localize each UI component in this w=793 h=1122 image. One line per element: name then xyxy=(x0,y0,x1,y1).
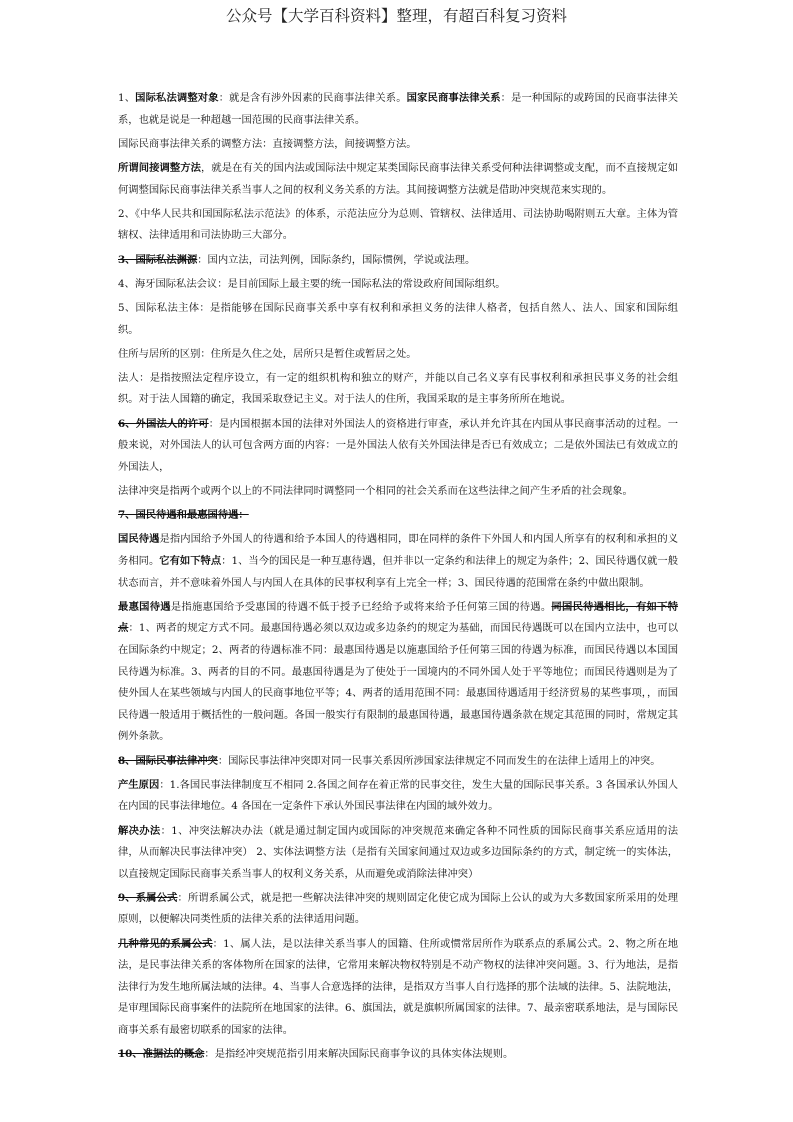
paragraph xyxy=(118,298,678,341)
paragraph-text: 法人：是指按照法定程序设立，有一定的组织机构和独立的财产，并能以自己名义享有民事权利和承担民事义务的社会组织。对于法人国籍的确定，我国采取登记主义。对于法人的住所，我国采取的是主事务所所在地说。 xyxy=(118,371,678,406)
paragraph-text: ：是一种国际的或跨国的民商事法律关系，也就是说是一种超越一国范围的民商事法律关系。 xyxy=(118,92,679,126)
paragraph-text: ：1、冲突法解决办法（就是通过制定国内或国际的冲突规范来确定各种不同性质的国际民商事关系应适用的法律，从而解决民事法律冲突） 2、实体法调整方法（是指有关国家间通过双边或多边国际条约的方式，制定统一的实体法，以直接规定国际民商事关系当事人的权利义务关系，从而避免或消除法律冲突） xyxy=(118,824,678,880)
term-heading: 国际私法调整对象 xyxy=(135,92,219,104)
term-heading: 3、国际私法渊源 xyxy=(118,253,198,266)
paragraph xyxy=(118,751,678,773)
term-heading: 国家民商事法律关系 xyxy=(406,92,501,104)
paragraph xyxy=(118,529,678,594)
paragraph-text: ：1.各国民事法律制度互不相同 2.各国之间存在着正常的民事交往，发生大量的国际民事关系。3 各国承认外国人在内国的民事法律地位。4 各国在一定条件下承认外国民事法律在内国的域外效力。 xyxy=(118,778,678,813)
term-heading: 9、系属公式 xyxy=(118,891,178,904)
paragraph xyxy=(118,888,678,931)
paragraph-text: ：国际民事法律冲突即对同一民事关系因所涉国家法律规定不同而发生的在法律上适用上的冲突。 xyxy=(217,754,661,767)
term-heading: 解决办法 xyxy=(118,824,161,837)
paragraph xyxy=(118,134,678,156)
paragraph xyxy=(118,934,678,1042)
term-heading: 几种常见的系属公式 xyxy=(118,937,213,950)
paragraph xyxy=(118,274,678,296)
term-heading: 8、国际民事法律冲突 xyxy=(118,754,218,767)
paragraph-text: 住所与居所的区别：住所是久住之处，居所只是暂住或暂居之处。 xyxy=(118,347,417,360)
paragraph-text: ：是内国根据本国的法律对外国法人的资格进行审查，承认并允许其在内国从事民商事活动的过程。一般来说，对外国法人的认可包含两方面的内容：一是外国法人依有关外国法律是否已有效成立；二是依外国法已有效成立的外国法人， xyxy=(118,417,678,473)
paragraph-text: 是指施惠国给予受惠国的待遇不低于授予已经给予或将来给予任何第三国的待遇。 xyxy=(170,600,552,613)
paragraph xyxy=(118,821,678,886)
paragraph-text: ：所谓系属公式，就是把一些解决法律冲突的规则固定化使它成为国际上公认的或为大多数国家所采用的处理原则，以便解决同类性质的法律关系的法律适用问题。 xyxy=(118,891,678,926)
paragraph-text: ：是指经冲突规范指引用来解决国际民商事争议的具体实体法规则。 xyxy=(204,1048,514,1061)
paragraph-text: ：国内立法，司法判例，国际条约，国际惯例，学说或法理。 xyxy=(197,253,476,266)
paragraph-text: 2、《中华人民共和国国际私法示范法》的体系，示范法应分为总则、管辖权、法律适用、司法协助喝附则五大章。主体为管辖权、法律适用和司法协助三大部分。 xyxy=(118,207,678,242)
paragraph xyxy=(118,414,678,479)
page-header: 公众号【大学百科资料】整理，有超百科复习资料 xyxy=(225,7,567,25)
term-heading: 10、准据法的概念 xyxy=(118,1048,205,1061)
term-heading: 最惠国待遇 xyxy=(118,600,171,613)
term-heading: 它有如下特点 xyxy=(159,555,222,567)
paragraph xyxy=(118,204,678,247)
paragraph xyxy=(118,1044,678,1066)
term-heading: 6、外国法人的许可 xyxy=(118,417,209,430)
document-body xyxy=(118,88,678,1068)
paragraph xyxy=(118,505,678,527)
paragraph xyxy=(118,158,678,201)
paragraph xyxy=(118,597,678,748)
paragraph-text: ，就是在有关的国内法或国际法中规定某类国际民商事法律关系受何种法律调整或支配，而不直接规定如何调整国际民商事法律关系当事人之间的权利义务关系的方法。其间接调整方法就是借助冲突规范来实现的。 xyxy=(118,161,679,196)
paragraph-text: 4、海牙国际私法会议：是目前国际上最主要的统一国际私法的常设政府间国际组织。 xyxy=(118,277,506,290)
term-heading: 产生原因 xyxy=(118,778,160,791)
paragraph-text: 国际民商事法律关系的调整方法：直接调整方法，间接调整方法。 xyxy=(118,137,417,150)
paragraph-text: ：1、属人法，是以法律关系当事人的国籍、住所或惯常居所作为联系点的系属公式。2、物之所在地法，是民事法律关系的客体物所在国家的法律，它常用来解决物权特别是不动产物权的法律冲突问题。3、行为地法，是指法律行为发生地所属法域的法律。4、当事人合意选择的法律，是指双方当事人自行选择的那个法域的法律。5、法院地法，是审理国际民商事案件的法院所在地国家的法律。6、旗国法，就是旗帜所属国家的法律。7、最亲密联系地法，是与国际民商事关系有最密切联系的国家的法律。 xyxy=(118,937,678,1037)
paragraph-text: 1、 xyxy=(118,92,136,104)
paragraph-text: ：1、当今的国民是一种互惠待遇，但并非以一定条约和法律上的规定为条件；2、国民待遇仅就一般状态而言，并不意味着外国人与内国人在具体的民事权利享有上完全一样；3、国民待遇的范围常在条约中做出限制。 xyxy=(118,555,679,589)
paragraph-text: 法律冲突是指两个或两个以上的不同法律同时调整同一个相同的社会关系而在这些法律之间产生矛盾的社会现象。 xyxy=(118,485,633,498)
term-heading: 7、国民待遇和最惠国待遇： xyxy=(118,509,249,522)
paragraph xyxy=(118,88,678,131)
paragraph xyxy=(118,250,678,272)
paragraph xyxy=(118,775,678,818)
term-heading: 所谓间接调整方法 xyxy=(118,161,201,174)
paragraph xyxy=(118,368,678,411)
paragraph-text: 5、国际私法主体：是指能够在国际民商事关系中享有权利和承担义务的法律人格者，包括自然人、法人、国家和国际组织。 xyxy=(118,301,678,336)
paragraph-text: 是指内国给予外国人的待遇和给予本国人的待遇相同，即在同样的条件下外国人和内国人所享有的权利和承担的义务相同。 xyxy=(118,533,679,567)
paragraph-text: ：就是含有涉外因素的民商事法律关系。 xyxy=(218,92,407,104)
paragraph xyxy=(118,344,678,366)
term-heading: 国民待遇 xyxy=(118,533,160,546)
term-heading: 同国民待遇相比，有如下特点 xyxy=(118,600,679,635)
paragraph xyxy=(118,481,678,503)
paragraph-text: ：1、两者的规定方式不同。最惠国待遇必须以双边或多边条约的规定为基础，而国民待遇既可以在国内立法中，也可以在国际条约中规定；2、两者的待遇标准不同：最惠国待遇是以施惠国给予任何第三国的待遇为标准，而国民待遇以本国国民待遇为标准。3、两者的目的不同。最惠国待遇是为了使处于一国境内的不同外国人处于平等地位；而国民待遇则是为了使外国人在某些领域与内国人的民商事地位平等；4、两者的适用范围不同：最惠国待遇适用于经济贸易的某些事项，，而国民待遇一般适用于概括性的一般问题。各国一般实行有限制的最惠国待遇，最惠国待遇条款在规定其范围的同时，常规定其例外条款。 xyxy=(118,622,678,743)
